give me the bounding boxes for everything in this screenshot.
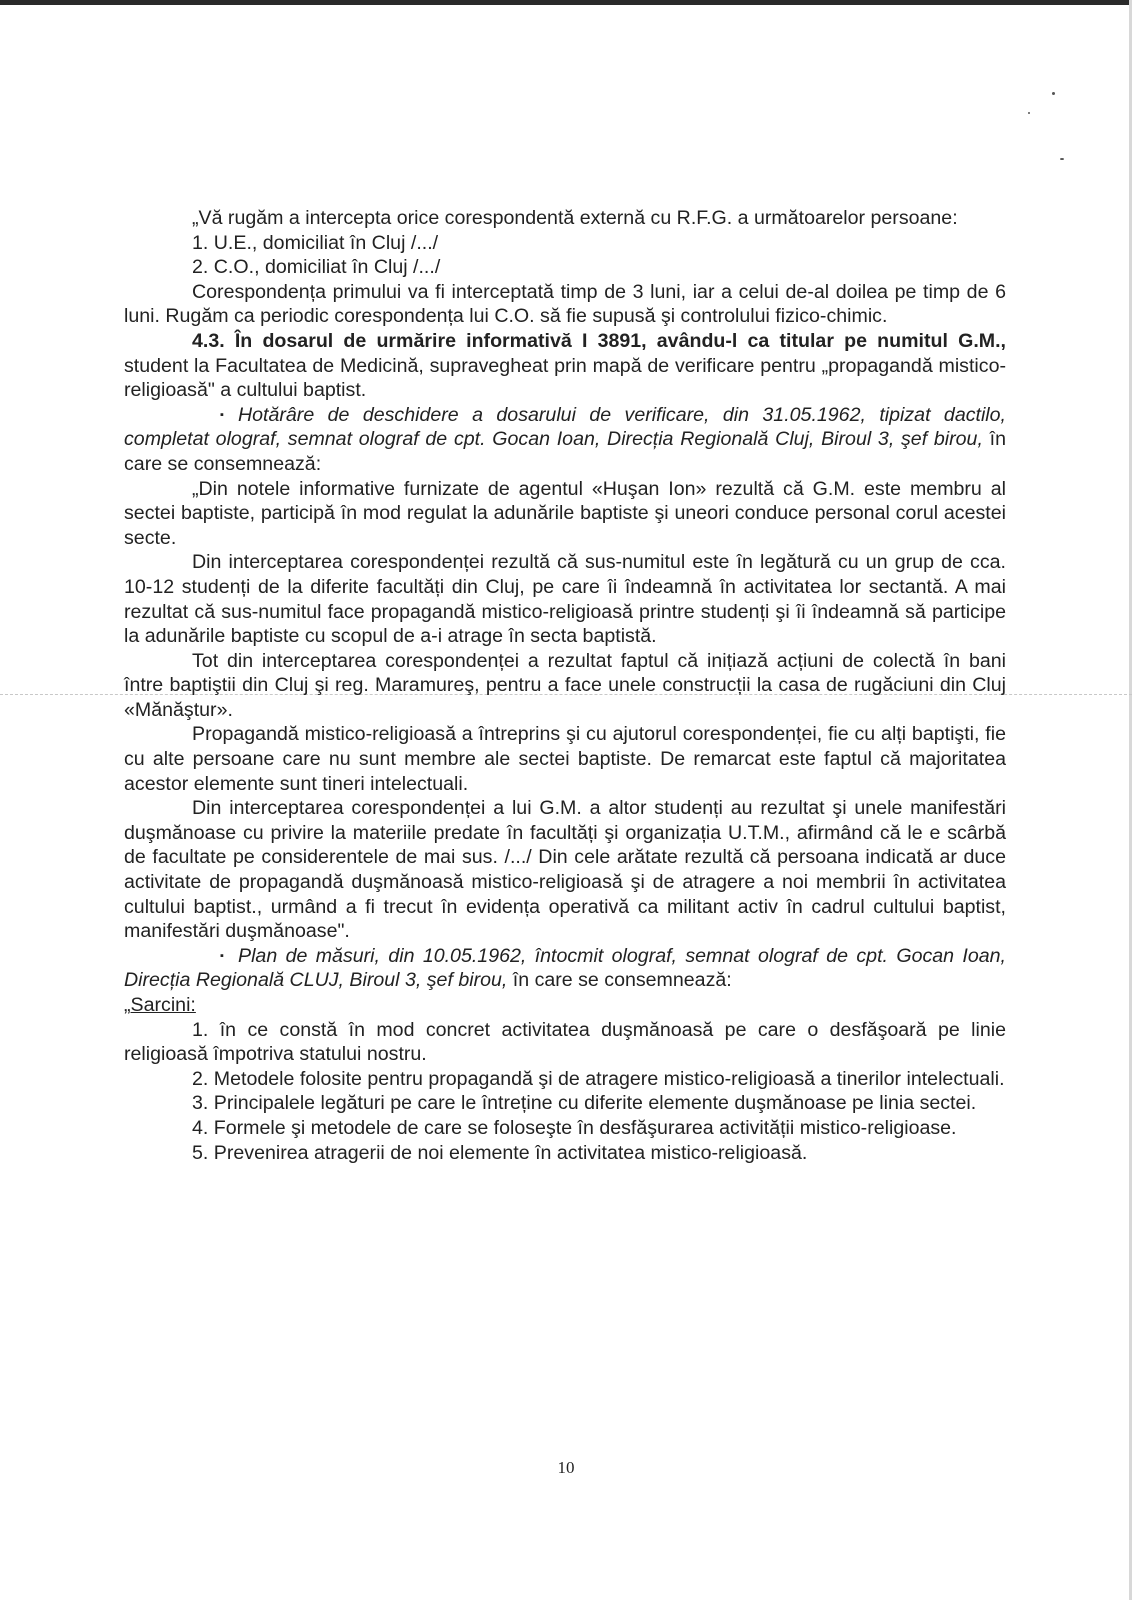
tasks-heading-line <box>124 993 1006 1018</box>
task-item: 3. Principalele legături pe care le întreține cu diferite elemente duşmănoase pe linia sectei. <box>192 1092 977 1115</box>
list-item: 2. C.O., domiciliat în Cluj /.../ <box>192 256 441 279</box>
page-number: 10 <box>557 1458 575 1477</box>
task-item: 4. Formele şi metodele de care se foloseşte în desfăşurarea activității mistico-religioase. <box>192 1116 957 1139</box>
list-item: 1. U.E., domiciliat în Cluj /.../ <box>192 231 439 254</box>
bullet-decision-rest: în care se consemnează: <box>124 428 1006 475</box>
scan-speck <box>1052 92 1055 95</box>
document-page <box>124 206 1006 1165</box>
section-paragraph <box>124 329 1006 403</box>
bullet-icon: ▪ <box>220 408 224 421</box>
bullet-plan-rest: în care se consemnează: <box>507 969 732 992</box>
section-heading-rest: student la Facultatea de Medicină, supravegheat prin mapă de verificare pentru „propagandă mistico-religioasă" a cultului baptist. <box>124 354 1006 402</box>
bullet-decision-title: Hotărâre de deschidere a dosarului de verificare, din 31.05.1962, tipizat dactilo, completat olograf, semnat olograf de cpt. Gocan Ioan, Direcția Regională Cluj, Biroul 3, şef birou, <box>124 403 1006 451</box>
interception-note: Corespondența primului va fi interceptată timp de 3 luni, iar a celui de-al doilea pe timp de 6 luni. Rugăm ca periodic corespondența lui C.O. să fie supusă şi controlului fizico-chimic. <box>124 280 1006 328</box>
bullet-plan-title: Plan de măsuri, din 10.05.1962, întocmit olograf, semnat olograf de cpt. Gocan Ioan, Direcția Regională CLUJ, Biroul 3, şef birou, <box>124 944 1006 992</box>
paragraph: Tot din interceptarea corespondenței a rezultat faptul că inițiază acțiuni de colectă în bani între baptiştii din Cluj şi reg. Maramureş, pentru a face unele construcții la casa de rugăciuni din Cluj «Mănăştur». <box>124 649 1006 721</box>
bullet-icon: ▪ <box>220 949 224 962</box>
paragraph: Din interceptarea corespondenței a lui G.M. a altor studenți au rezultat şi unele manifestări duşmănoase cu privire la materiile predate în facultăți şi organizația U.T.M., afirmând că le e scârbă de facultate pe considerentele de mai sus. /.../ Din cele arătate rezultă că persoana indicată ar duce activitate de propagandă duşmănoasă mistico-religioasă şi de atragere a noi membrii în activitatea cultului baptist., urmând a fi trecut în evidența operativă ca militant activ în cadrul cultului baptist, manifestări duşmănoase". <box>124 797 1006 943</box>
task-item: 2. Metodele folosite pentru propagandă şi de atragere mistico-religioasă a tinerilor intelectuali. <box>192 1067 1005 1090</box>
tasks-heading: Sarcini: <box>130 994 196 1016</box>
section-heading: 4.3. În dosarul de urmărire informativă I 3891, avându-l ca titular pe numitul G.M., <box>192 329 1006 352</box>
scan-speck <box>1060 158 1064 160</box>
paragraph: Din interceptarea corespondenței rezultă că sus-numitul este în legătură cu un grup de cca. 10-12 studenți de la diferite facultăți din Cluj, pe care îi îndeamnă în activitatea lor sectantă. A mai rezultat că sus-numitul face propagandă mistico-religioasă printre studenți şi îi îndeamnă să participe la adunările baptiste cu scopul de a-i atrage în secta baptistă. <box>124 551 1006 648</box>
task-item: 5. Prevenirea atragerii de noi elemente în activitatea mistico-religioasă. <box>192 1141 808 1164</box>
bullet-decision <box>124 403 1006 477</box>
paragraph: „Din notele informative furnizate de agentul «Huşan Ion» rezultă că G.M. este membru al sectei baptiste, participă în mod regulat la adunările baptiste şi uneori conduce personal corul acestei secte. <box>124 477 1006 549</box>
bullet-plan <box>124 944 1006 993</box>
task-item: 1. în ce constă în mod concret activitatea duşmănoasă pe care o desfăşoară pe linie religioasă împotriva statului nostru. <box>124 1018 1006 1066</box>
tasks-open-quote: „ <box>124 994 131 1016</box>
scan-speck <box>1028 112 1030 114</box>
paragraph: Propagandă mistico-religioasă a întreprins şi cu ajutorul corespondenței, fie cu alți baptişti, fie cu alte persoane care nu sunt membre ale sectei baptiste. De remarcat este faptul că majoritatea acestor elemente sunt tineri intelectuali. <box>124 723 1006 795</box>
scan-top-edge <box>0 0 1132 5</box>
quote-intro: „Vă rugăm a intercepta orice corespondentă externă cu R.F.G. a următoarelor persoane: <box>192 207 958 229</box>
